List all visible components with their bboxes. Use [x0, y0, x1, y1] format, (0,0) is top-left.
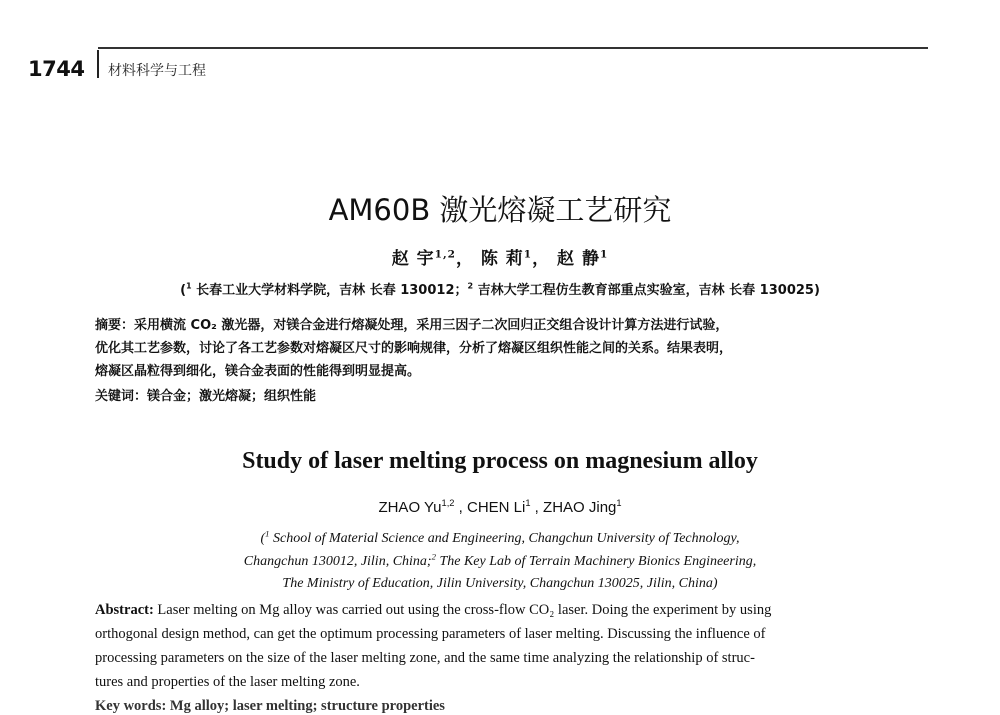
keywords-label: 关键词： [95, 389, 148, 404]
author-affil-mark: 1 [599, 248, 609, 261]
affiliation-line: Changchun 130012, Jilin, China;$^2$ The Key Lab of Terrain Machinery Bionics Engineering, [243, 550, 757, 569]
chinese-affiliation: ($^1$ 长春工业大学材料学院，吉林 长春 130012；$^2$ 吉林大学工程仿生教育部重点实验室，吉林 长春 130025) [180, 281, 820, 298]
english-authors [0, 499, 1000, 516]
page-header [0, 0, 1000, 100]
abstract-line: tures and properties of the laser melting zone. [95, 674, 360, 690]
header-divider [97, 50, 99, 78]
chinese-title: AM60B 激光熔凝工艺研究 [328, 193, 672, 227]
author-affil-mark: 1,2 [441, 498, 455, 508]
author-name: ZHAO Jing [543, 499, 617, 516]
english-abstract [95, 598, 935, 694]
author-name: 赵 静 [557, 249, 600, 269]
author-name: 陈 莉 [480, 249, 524, 269]
affiliation-line: The Ministry of Education, Jilin University, Changchun 130025, Jilin, China) [282, 576, 718, 591]
abstract-line: 摘要：采用横流 CO₂ 激光器，对镁合金进行熔凝处理，采用三因子二次回归正交组合设计计算方法进行试验， [95, 318, 729, 333]
affiliation-line: ($^1$ School of Material Science and Engineering, Changchun University of Technology, [260, 528, 740, 546]
author-separator: ， [455, 249, 474, 269]
abstract-line: orthogonal design method, can get the optimum processing parameters of laser melting. Discussing the influence of [95, 626, 766, 642]
abstract-label: 摘要： [95, 318, 135, 333]
author-name: CHEN Li [466, 499, 526, 516]
chinese-keywords [95, 385, 945, 404]
chinese-authors [0, 244, 1000, 269]
author-name: 赵 宇 [391, 249, 435, 269]
author-separator: , [454, 499, 467, 516]
journal-name: 材料科学与工程 [108, 63, 206, 79]
author-affil-mark: 1 [523, 248, 533, 261]
english-affiliation [0, 528, 1000, 596]
author-separator: , [530, 499, 544, 516]
author-name: ZHAO Yu [378, 499, 442, 516]
abstract-line: processing parameters on the size of the laser melting zone, and the same time analyzing the relationship of struc- [95, 650, 755, 666]
header-rule [98, 47, 928, 49]
page-number: 1744 [28, 57, 85, 81]
keywords-text: 镁合金；激光熔凝；组织性能 [147, 389, 317, 404]
author-affil-mark: 1 [525, 498, 531, 508]
author-separator: ， [532, 249, 551, 269]
chinese-abstract [95, 314, 945, 383]
author-affil-mark: 1,2 [434, 248, 456, 261]
author-affil-mark: 1 [616, 498, 622, 508]
english-title: Study of laser melting process on magnesium alloy [242, 448, 758, 474]
abstract-line: 熔凝区晶粒得到细化，镁合金表面的性能得到明显提高。 [95, 364, 421, 379]
english-keywords-cutoff: Key words: Mg alloy; laser melting; structure properties [95, 698, 445, 714]
abstract-line: Abstract: Laser melting on Mg alloy was carried out using the cross-flow CO₂ laser. Doing the experiment by using [95, 602, 772, 618]
abstract-line: 优化其工艺参数，讨论了各工艺参数对熔凝区尺寸的影响规律，分析了熔凝区组织性能之间的关系。结果表明， [95, 341, 733, 356]
abstract-label: Abstract: [95, 602, 154, 618]
